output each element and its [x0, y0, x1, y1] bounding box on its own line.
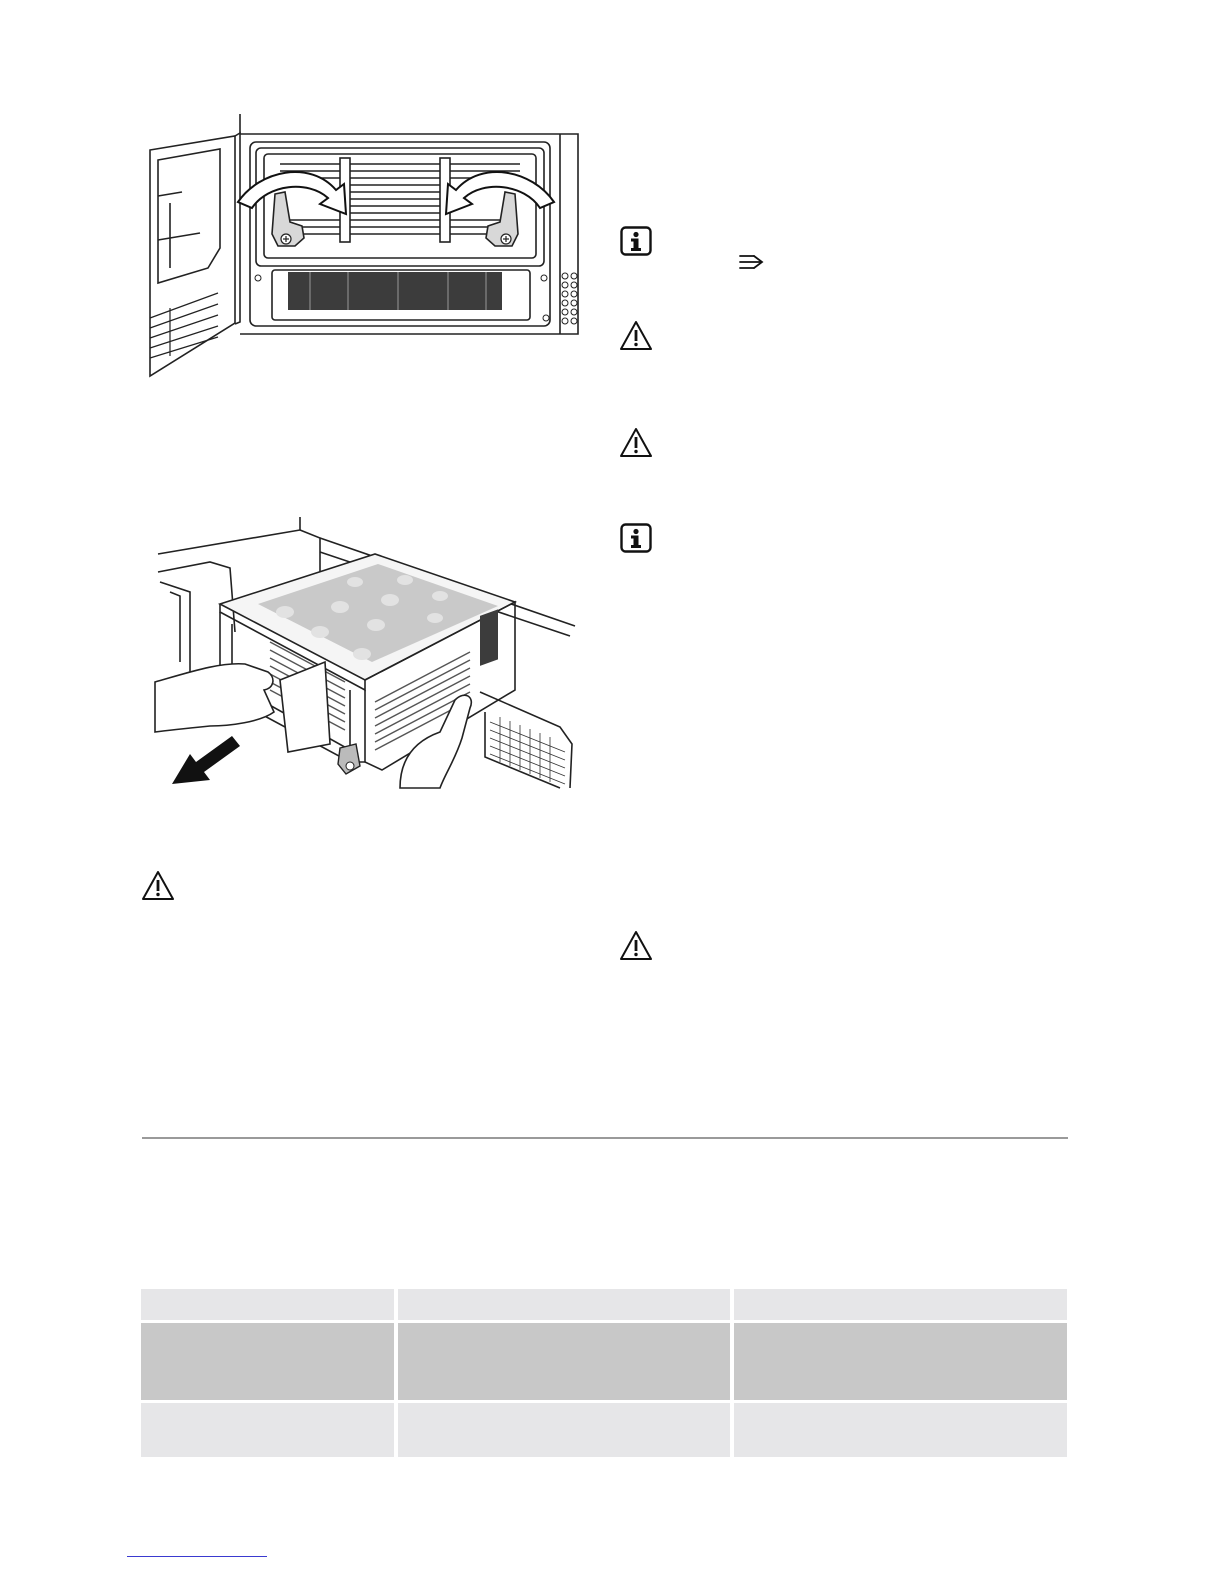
troubleshooting-table — [141, 1289, 1067, 1460]
warning-icon — [619, 930, 653, 962]
filter-hatch-illustration — [140, 108, 585, 380]
figure-condenser-removal — [150, 512, 580, 792]
warning-icon — [619, 320, 653, 352]
table-header-cell — [732, 1289, 1067, 1322]
table-header-cell — [396, 1289, 732, 1322]
table-header-row — [141, 1289, 1067, 1322]
table-cell — [732, 1322, 1067, 1402]
table-cell — [141, 1322, 396, 1402]
figure-filter-hatch — [140, 108, 585, 380]
info-icon — [620, 226, 652, 256]
warning-icon — [141, 870, 175, 902]
table-cell — [732, 1402, 1067, 1459]
table-cell — [141, 1402, 396, 1459]
table-header-cell — [141, 1289, 396, 1322]
condenser-removal-illustration — [150, 512, 580, 792]
table-cell — [396, 1402, 732, 1459]
table-row — [141, 1322, 1067, 1402]
table-row — [141, 1402, 1067, 1459]
table-cell — [396, 1322, 732, 1402]
info-icon — [620, 523, 652, 553]
condenser-arrow-icon — [738, 253, 766, 276]
warning-icon — [619, 427, 653, 459]
section-divider — [142, 1137, 1068, 1139]
footer-link[interactable] — [127, 1556, 267, 1557]
